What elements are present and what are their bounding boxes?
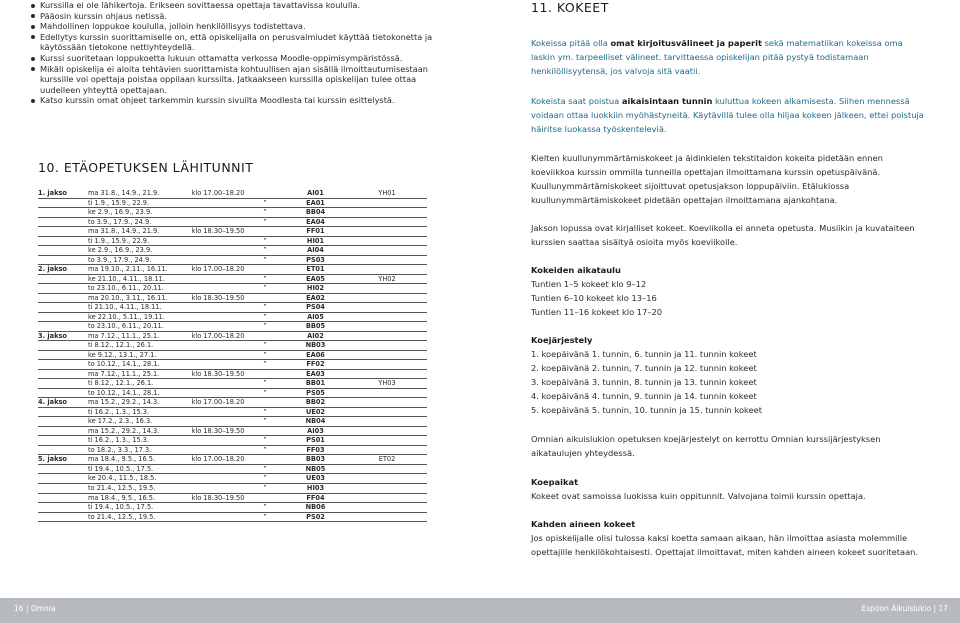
schedule-row — [38, 445, 427, 455]
exam-time-item: Tuntien 1–5 kokeet klo 9–12 — [531, 279, 647, 289]
schedule-dates: ma 31.8., 14.9., 21.9. — [88, 189, 190, 198]
ditto-mark: ” — [246, 322, 284, 332]
schedule-dates: ti 19.4., 10.5., 17.5. — [88, 503, 190, 513]
schedule-row — [38, 227, 427, 237]
schedule-time — [190, 284, 246, 294]
instructions-list — [30, 0, 450, 106]
instruction-bullet: Kurssi suoritetaan loppukoetta lukuun ottamatta verkossa Moodle-oppimisympäristössä. — [30, 53, 450, 64]
schedule-time: klo 18.30–19.50 — [191, 493, 245, 502]
ditto-mark — [246, 331, 284, 341]
schedule-row — [38, 398, 427, 408]
exam-equipment-paragraph — [531, 36, 929, 78]
exam-leaving-paragraph — [531, 94, 929, 136]
schedule-row — [38, 464, 427, 474]
course-code: FF01 — [284, 227, 347, 237]
schedule-time — [190, 512, 246, 522]
course-code: AI04 — [284, 246, 347, 256]
extra-course-code — [347, 265, 427, 275]
ditto-mark: ” — [246, 255, 284, 265]
schedule-time — [190, 198, 246, 208]
course-code: UE03 — [284, 474, 347, 484]
period-label — [38, 474, 88, 484]
extra-course-code — [347, 407, 427, 417]
period-label — [38, 322, 88, 332]
period-label — [38, 303, 88, 313]
ditto-mark: ” — [246, 350, 284, 360]
schedule-dates: to 10.12., 14.1., 28.1. — [88, 388, 190, 398]
schedule-dates: ti 8.12., 12.1., 26.1. — [88, 341, 190, 351]
ditto-mark: ” — [246, 284, 284, 294]
exam-schedule-heading: Kokeiden aikataulu — [531, 265, 621, 275]
ditto-mark: ” — [246, 483, 284, 493]
course-code: PS04 — [284, 303, 347, 313]
exam-arrangement-block — [531, 333, 929, 417]
exam-day-item: 4. koepäivänä 4. tunnin, 9. tunnin ja 14. tunnin kokeet — [531, 391, 757, 401]
schedule-row — [38, 331, 427, 341]
extra-course-code — [347, 312, 427, 322]
schedule-time: klo 17.00–18.20 — [191, 455, 245, 464]
schedule-row — [38, 360, 427, 370]
extra-course-code — [347, 227, 427, 237]
schedule-time — [190, 341, 246, 351]
schedule-row — [38, 388, 427, 398]
schedule-dates: ma 31.8., 14.9., 21.9. — [88, 227, 190, 237]
schedule-dates: ma 7.12., 11.1., 25.1. — [88, 369, 190, 379]
instruction-bullet: Pääosin kurssin ohjaus netissä. — [30, 11, 450, 22]
text-run: kuluttua kokeen alkamisesta. Siihen mennessä voidaan ottaa luokkiin myöhästyneitä. Käytävillä tulee olla hiljaa kokeen jälkeen, ettei poistuja häiritse luokassa työskenteleviä. — [531, 96, 924, 134]
ditto-mark — [246, 227, 284, 237]
extra-course-code — [347, 322, 427, 332]
extra-course-code — [347, 436, 427, 446]
instruction-bullet: Kurssilla ei ole lähikertoja. Erikseen sovittaessa opettaja tavattavissa koululla. — [30, 0, 450, 11]
ditto-mark — [246, 293, 284, 303]
arrangement-info-paragraph: Omnian aikuislukion opetuksen koejärjestelyt on kerrottu Omnian kurssijärjestyksen aikataulujen yhteydessä. — [531, 434, 881, 458]
extra-course-code — [347, 426, 427, 436]
schedule-time — [190, 483, 246, 493]
schedule-time — [190, 350, 246, 360]
course-code: BB02 — [284, 398, 347, 408]
schedule-row — [38, 189, 427, 198]
extra-course-code — [347, 208, 427, 218]
period-label — [38, 426, 88, 436]
period-label — [38, 312, 88, 322]
ditto-mark: ” — [246, 503, 284, 513]
period-label — [38, 217, 88, 227]
extra-course-code: YH02 — [347, 274, 427, 284]
extra-course-code — [347, 417, 427, 427]
period-label — [38, 503, 88, 513]
exam-rooms-block — [531, 475, 929, 503]
period-label — [38, 208, 88, 218]
schedule-dates: ma 20.10., 3.11., 16.11. — [88, 293, 190, 303]
period-label — [38, 360, 88, 370]
schedule-dates: to 21.4., 12.5., 19.5. — [88, 483, 190, 493]
extra-course-code: YH03 — [347, 379, 427, 389]
schedule-dates: ke 22.10., 5.11., 19.11. — [88, 312, 190, 322]
emphasis-text: aikaisintaan tunnin — [621, 96, 713, 106]
schedule-row — [38, 236, 427, 246]
schedule-time — [190, 474, 246, 484]
footer-bar — [0, 598, 960, 623]
extra-course-code — [347, 198, 427, 208]
schedule-row — [38, 512, 427, 522]
course-code: FF04 — [284, 493, 347, 503]
course-code: NB06 — [284, 503, 347, 513]
schedule-time: klo 18.30–19.50 — [191, 227, 245, 236]
schedule-row — [38, 217, 427, 227]
schedule-time — [190, 388, 246, 398]
two-subject-exams-heading: Kahden aineen kokeet — [531, 519, 636, 529]
schedule-row — [38, 255, 427, 265]
course-code: BB04 — [284, 208, 347, 218]
two-subject-exams-block — [531, 517, 929, 559]
schedule-dates: ma 18.4., 9.5., 16.5. — [88, 493, 190, 503]
period-label — [38, 341, 88, 351]
course-code: PS01 — [284, 436, 347, 446]
period-label — [38, 445, 88, 455]
period-label — [38, 417, 88, 427]
extra-course-code: YH01 — [347, 189, 427, 198]
course-code: HI02 — [284, 284, 347, 294]
schedule-dates: to 23.10., 6.11., 20.11. — [88, 322, 190, 332]
period-label: 3. jakso — [38, 331, 88, 341]
schedule-row — [38, 417, 427, 427]
ditto-mark — [246, 493, 284, 503]
schedule-time — [190, 407, 246, 417]
exam-rooms-text: Kokeet ovat samoissa luokissa kuin oppitunnit. Valvojana toimii kurssin opettaja. — [531, 491, 866, 501]
schedule-time — [190, 236, 246, 246]
ditto-mark: ” — [246, 474, 284, 484]
schedule-row — [38, 341, 427, 351]
written-exams-paragraph: Jakson lopussa ovat kirjalliset kokeet. Koeviikolla ei anneta opetusta. Musiikin ja kuvataiteen kurssien saattaa sisältyä osioita myös koeviikolle. — [531, 223, 915, 247]
ditto-mark: ” — [246, 436, 284, 446]
course-code: PS05 — [284, 388, 347, 398]
schedule-row — [38, 503, 427, 513]
extra-course-code — [347, 483, 427, 493]
period-label: 2. jakso — [38, 265, 88, 275]
course-code: NB03 — [284, 341, 347, 351]
extra-course-code — [347, 236, 427, 246]
course-code: EA03 — [284, 369, 347, 379]
schedule-dates: ke 17.2., 2.3., 16.3. — [88, 417, 190, 427]
extra-course-code — [347, 255, 427, 265]
course-code: BB05 — [284, 322, 347, 332]
period-label — [38, 350, 88, 360]
ditto-mark — [246, 189, 284, 198]
schedule-time — [190, 255, 246, 265]
extra-course-code — [347, 293, 427, 303]
schedule-time: klo 18.30–19.50 — [191, 369, 245, 378]
course-code: NB04 — [284, 417, 347, 427]
exam-time-item: Tuntien 11–16 kokeet klo 17–20 — [531, 307, 663, 317]
schedule-time — [190, 360, 246, 370]
schedule-dates: ke 21.10., 4.11., 18.11. — [88, 274, 190, 284]
instruction-bullet: Mahdollinen loppukoe koululla, jolloin henkilöllisyys todistettava. — [30, 21, 450, 32]
schedule-dates: ma 7.12., 11.1., 25.1. — [88, 331, 190, 341]
extra-course-code — [347, 474, 427, 484]
exam-day-item: 2. koepäivänä 2. tunnin, 7. tunnin ja 12. tunnin kokeet — [531, 363, 757, 373]
period-label: 5. jakso — [38, 455, 88, 465]
ditto-mark: ” — [246, 217, 284, 227]
ditto-mark: ” — [246, 246, 284, 256]
course-code: FF02 — [284, 360, 347, 370]
footer-right-page-number: Espoon Aikuislukio | 17 — [861, 604, 948, 613]
schedule-time — [190, 246, 246, 256]
schedule-time: klo 17.00–18.20 — [191, 331, 245, 340]
right-page — [531, 0, 931, 590]
schedule-time: klo 17.00–18.20 — [191, 189, 245, 197]
schedule-dates: ma 15.2., 29.2., 14.3. — [88, 398, 190, 408]
course-code: NB05 — [284, 464, 347, 474]
ditto-mark — [246, 369, 284, 379]
schedule-time — [190, 303, 246, 313]
schedule-row — [38, 426, 427, 436]
schedule-row — [38, 379, 427, 389]
extra-course-code — [347, 360, 427, 370]
period-label — [38, 379, 88, 389]
course-code: EA06 — [284, 350, 347, 360]
schedule-row — [38, 455, 427, 465]
schedule-dates: ti 16.2., 1.3., 15.3. — [88, 436, 190, 446]
period-label — [38, 284, 88, 294]
instruction-bullet: Mikäli opiskelija ei aloita tehtävien suorittamista kohtuullisen ajan sisällä ilmoittautumisestaan kurssille voi opettaja poistaa oppilaan kurssilta. Jatkaakseen kurssilla opiskelijan tulee ottaa uudelleen yhteyttä opettajaan. — [30, 64, 450, 96]
schedule-dates: to 21.4., 12.5., 19.5. — [88, 512, 190, 522]
exam-arrangement-heading: Koejärjestely — [531, 335, 593, 345]
ditto-mark: ” — [246, 312, 284, 322]
schedule-time — [190, 436, 246, 446]
schedule-dates: ke 9.12., 13.1., 27.1. — [88, 350, 190, 360]
extra-course-code — [347, 341, 427, 351]
course-code: PS02 — [284, 512, 347, 522]
schedule-dates: ti 1.9., 15.9., 22.9. — [88, 236, 190, 246]
period-label — [38, 464, 88, 474]
ditto-mark: ” — [246, 341, 284, 351]
schedule-dates: ma 19.10., 2.11., 16.11. — [88, 265, 190, 275]
text-run: sekä matematiikan kokeissa oma laskin ym. tarpeelliset välineet. tarvittaessa opiskelijan pitää pystyä todistamaan henkilöllisyytensä, jos valvoja sitä vaatii. — [531, 38, 903, 76]
ditto-mark — [246, 455, 284, 465]
ditto-mark: ” — [246, 388, 284, 398]
schedule-time — [190, 464, 246, 474]
schedule-row — [38, 274, 427, 284]
course-code: EA01 — [284, 198, 347, 208]
period-label: 4. jakso — [38, 398, 88, 408]
ditto-mark: ” — [246, 379, 284, 389]
course-code: BB03 — [284, 455, 347, 465]
ditto-mark: ” — [246, 303, 284, 313]
section-11-title: 11. KOKEET — [531, 0, 609, 15]
schedule-row — [38, 246, 427, 256]
period-label — [38, 483, 88, 493]
extra-course-code — [347, 246, 427, 256]
extra-course-code — [347, 388, 427, 398]
period-label — [38, 436, 88, 446]
ditto-mark: ” — [246, 512, 284, 522]
schedule-time — [190, 503, 246, 513]
extra-course-code — [347, 512, 427, 522]
text-run: Kokeista saat poistua — [531, 96, 622, 106]
schedule-time — [190, 322, 246, 332]
extra-course-code — [347, 303, 427, 313]
course-code: AI01 — [284, 189, 347, 198]
schedule-time: klo 18.30–19.50 — [191, 426, 245, 435]
schedule-row — [38, 312, 427, 322]
schedule-time — [190, 312, 246, 322]
schedule-time: klo 17.00–18.20 — [191, 398, 245, 407]
schedule-table — [38, 189, 427, 522]
ditto-mark: ” — [246, 198, 284, 208]
ditto-mark: ” — [246, 208, 284, 218]
ditto-mark: ” — [246, 417, 284, 427]
instruction-bullet: Edellytys kurssin suorittamiselle on, että opiskelijalla on perusvalmiudet käyttää tietokonetta ja käytössään tietokone nettiyhteydellä. — [30, 32, 450, 53]
schedule-row — [38, 493, 427, 503]
schedule-time — [190, 208, 246, 218]
ditto-mark: ” — [246, 236, 284, 246]
schedule-dates: ti 1.9., 15.9., 22.9. — [88, 198, 190, 208]
schedule-row — [38, 474, 427, 484]
period-label — [38, 369, 88, 379]
schedule-dates: ke 2.9., 16.9., 23.9. — [88, 208, 190, 218]
schedule-time — [190, 274, 246, 284]
period-label — [38, 236, 88, 246]
extra-course-code: ET02 — [347, 455, 427, 465]
period-label — [38, 227, 88, 237]
schedule-dates: to 3.9., 17.9., 24.9. — [88, 217, 190, 227]
schedule-dates: ti 21.10., 4.11., 18.11. — [88, 303, 190, 313]
schedule-dates: ma 15.2., 29.2., 14.3. — [88, 426, 190, 436]
schedule-dates: ti 19.4., 10.5., 17.5. — [88, 464, 190, 474]
emphasis-text: omat kirjoitusvälineet ja paperit — [610, 38, 762, 48]
exam-day-item: 3. koepäivänä 3. tunnin, 8. tunnin ja 13. tunnin kokeet — [531, 377, 757, 387]
extra-course-code — [347, 217, 427, 227]
ditto-mark: ” — [246, 274, 284, 284]
extra-course-code — [347, 503, 427, 513]
period-label — [38, 512, 88, 522]
schedule-dates: to 23.10., 6.11., 20.11. — [88, 284, 190, 294]
schedule-dates: to 18.2., 3.3., 17.3. — [88, 445, 190, 455]
schedule-dates: ma 18.4., 9.5., 16.5. — [88, 455, 190, 465]
course-code: HI03 — [284, 483, 347, 493]
section-10-title: 10. ETÄOPETUKSEN LÄHITUNNIT — [38, 160, 254, 175]
schedule-row — [38, 198, 427, 208]
schedule-row — [38, 208, 427, 218]
course-code: HI01 — [284, 236, 347, 246]
schedule-time: klo 18.30–19.50 — [191, 293, 245, 302]
extra-course-code — [347, 331, 427, 341]
course-code: PS03 — [284, 255, 347, 265]
course-code: AI03 — [284, 426, 347, 436]
schedule-row — [38, 369, 427, 379]
schedule-dates: ke 2.9., 16.9., 23.9. — [88, 246, 190, 256]
schedule-dates: to 3.9., 17.9., 24.9. — [88, 255, 190, 265]
footer-left-page-number: 16 | Omnia — [14, 604, 56, 613]
course-code: FF03 — [284, 445, 347, 455]
instruction-bullet: Katso kurssin omat ohjeet tarkemmin kurssin sivuilta Moodlesta tai kurssin esittelystä. — [30, 95, 450, 106]
period-label — [38, 293, 88, 303]
schedule-time — [190, 379, 246, 389]
exam-rooms-heading: Koepaikat — [531, 477, 579, 487]
exam-day-item: 5. koepäivänä 5. tunnin, 10. tunnin ja 15. tunnin kokeet — [531, 405, 762, 415]
course-code: EA04 — [284, 217, 347, 227]
ditto-mark: ” — [246, 360, 284, 370]
exam-schedule-list — [531, 277, 929, 319]
listening-tests-paragraph: Kielten kuullunymmärtämiskokeet ja äidinkielen tekstitaidon kokeita pidetään ennen koeviikkoa kurssin ommilla tunneilla opettajan ilmoittamana kurssin opetuspäivänä. Kuullunymmärtämiskokeet sijoittuvat opetusjakson loppupäiviin. Etälukiossa kuullunymmärtämiskokeet pidetään opettajan ilmoittamana ajankohtana. — [531, 153, 883, 205]
schedule-time — [190, 217, 246, 227]
ditto-mark — [246, 398, 284, 408]
schedule-row — [38, 350, 427, 360]
period-label — [38, 388, 88, 398]
ditto-mark: ” — [246, 407, 284, 417]
schedule-row — [38, 265, 427, 275]
schedule-row — [38, 436, 427, 446]
exam-schedule-block — [531, 263, 929, 319]
extra-course-code — [347, 350, 427, 360]
extra-course-code — [347, 398, 427, 408]
course-code: BB01 — [284, 379, 347, 389]
ditto-mark: ” — [246, 464, 284, 474]
ditto-mark — [246, 426, 284, 436]
extra-course-code — [347, 493, 427, 503]
exam-arrangement-list — [531, 347, 929, 417]
period-label — [38, 198, 88, 208]
schedule-dates: ti 16.2., 1.3., 15.3. — [88, 407, 190, 417]
extra-course-code — [347, 284, 427, 294]
extra-course-code — [347, 445, 427, 455]
ditto-mark — [246, 265, 284, 275]
course-code: EA05 — [284, 274, 347, 284]
schedule-row — [38, 293, 427, 303]
period-label — [38, 493, 88, 503]
extra-course-code — [347, 369, 427, 379]
course-code: AI02 — [284, 331, 347, 341]
schedule-dates: ti 8.12., 12.1., 26.1. — [88, 379, 190, 389]
course-code: AI05 — [284, 312, 347, 322]
schedule-row — [38, 407, 427, 417]
schedule-row — [38, 322, 427, 332]
exam-day-item: 1. koepäivänä 1. tunnin, 6. tunnin ja 11. tunnin kokeet — [531, 349, 757, 359]
course-code: ET01 — [284, 265, 347, 275]
schedule-dates: to 10.12., 14.1., 28.1. — [88, 360, 190, 370]
period-label — [38, 255, 88, 265]
exam-time-item: Tuntien 6–10 kokeet klo 13–16 — [531, 293, 657, 303]
text-run: Kokeissa pitää olla — [531, 38, 611, 48]
period-label — [38, 274, 88, 284]
schedule-dates: ke 20.4., 11.5., 18.5. — [88, 474, 190, 484]
period-label: 1. jakso — [38, 189, 88, 198]
period-label — [38, 407, 88, 417]
schedule-row — [38, 483, 427, 493]
ditto-mark: ” — [246, 445, 284, 455]
schedule-time: klo 17.00–18.20 — [191, 265, 245, 274]
period-label — [38, 246, 88, 256]
extra-course-code — [347, 464, 427, 474]
course-code: UE02 — [284, 407, 347, 417]
two-subject-exams-text: Jos opiskelijalle olisi tulossa kaksi koetta samaan aikaan, hän ilmoittaa asiasta molemmille opettajille henkilökohtaisesti. Opettajat ilmoittavat, miten kahden aineen kokeet suoritetaan. — [531, 533, 919, 557]
course-code: EA02 — [284, 293, 347, 303]
schedule-row — [38, 284, 427, 294]
schedule-row — [38, 303, 427, 313]
schedule-time — [190, 445, 246, 455]
schedule-time — [190, 417, 246, 427]
